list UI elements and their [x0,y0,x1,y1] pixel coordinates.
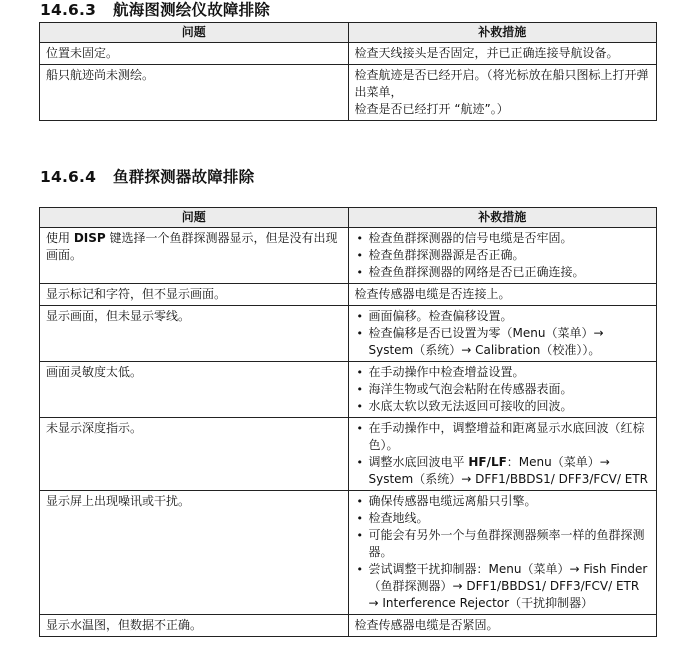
hf-lf-label: HF/LF [468,455,507,469]
list-item: • 在手动操作中检查增益设置。 [355,364,651,381]
disp-key-label: DISP [73,231,106,245]
section-number: 14.6.4 [40,168,97,186]
table-header-row [40,208,657,228]
column-header-problem: 问题 [40,23,349,43]
section-heading-chart-plotter [40,0,270,20]
table-row [40,306,657,362]
remedy-cell [348,491,657,615]
remedy-cell: 检查传感器电缆是否连接上。 [348,284,657,306]
problem-cell: 显示水温图，但数据不正确。 [40,615,349,637]
section-title: 航海图测绘仪故障排除 [113,1,271,19]
table-row [40,284,657,306]
table-row [40,228,657,284]
list-item: • 确保传感器电缆远离船只引擎。 [355,493,651,510]
table-row [40,362,657,418]
remedy-list [355,493,651,612]
table-header-row [40,23,657,43]
list-item: • 检查鱼群探测器源是否正确。 [355,247,651,264]
remedy-list [355,420,651,488]
problem-text: 键选择一个鱼群探测器显示，但是没有出现画面。 [46,231,338,262]
remedy-text: 调整水底回波电平 [368,455,469,469]
remedy-cell [348,228,657,284]
remedy-cell: 检查传感器电缆是否紧固。 [348,615,657,637]
remedy-line: 检查航迹是否已经开启。（将光标放在船只图标上打开弹出菜单， [354,68,649,99]
problem-cell: 画面灵敏度太低。 [40,362,349,418]
table-row [40,491,657,615]
problem-cell: 位置未固定。 [40,43,349,65]
problem-cell: 显示标记和字符，但不显示画面。 [40,284,349,306]
remedy-text: ：Menu（菜单）→ System（系统）→ DFF1/BBDS1/ DFF3/FCV/ ETR [368,455,648,486]
list-item: • 水底太软以致无法返回可接收的回波。 [355,398,651,415]
remedy-cell [348,362,657,418]
column-header-remedy: 补救措施 [348,208,657,228]
problem-cell: 船只航迹尚未测绘。 [40,65,349,121]
list-item: • 检查偏移是否已设置为零（Menu（菜单）→ System（系统）→ Calibration（校准））。 [355,325,651,359]
section-title: 鱼群探测器故障排除 [113,168,255,186]
remedy-list [355,364,651,415]
problem-cell [40,228,349,284]
remedy-list [355,308,651,359]
section-heading-fish-finder [40,165,254,187]
column-header-problem: 问题 [40,208,349,228]
column-header-remedy: 补救措施 [348,23,657,43]
table-row [40,43,657,65]
problem-text: 使用 [46,231,74,245]
remedy-cell: 检查天线接头是否固定，并已正确连接导航设备。 [348,43,657,65]
troubleshooting-table-fish-finder [39,207,657,637]
table-row [40,615,657,637]
remedy-cell [348,306,657,362]
remedy-cell [348,65,657,121]
list-item: • 在手动操作中，调整增益和距离显示水底回波（红棕色）。 [355,420,651,454]
troubleshooting-table-chart-plotter [39,22,657,121]
list-item: • 检查地线。 [355,510,651,527]
list-item: • 尝试调整干扰抑制器：Menu（菜单）→ Fish Finder（鱼群探测器）→ DFF1/BBDS1/ DFF3/FCV/ ETR → Interference Rejector（干扰抑制器） [355,561,651,612]
list-item: • 检查鱼群探测器的信号电缆是否牢固。 [355,230,651,247]
remedy-line: 检查是否已经打开 “航迹”。） [354,102,509,116]
remedy-cell [348,418,657,491]
list-item: • 画面偏移。检查偏移设置。 [355,308,651,325]
table-row [40,418,657,491]
list-item: • 可能会有另外一个与鱼群探测器频率一样的鱼群探测器。 [355,527,651,561]
problem-cell: 显示屏上出现噪讯或干扰。 [40,491,349,615]
list-item: • 检查鱼群探测器的网络是否已正确连接。 [355,264,651,281]
section-number: 14.6.3 [40,1,97,19]
problem-cell: 未显示深度指示。 [40,418,349,491]
list-item [355,454,651,488]
problem-cell: 显示画面，但未显示零线。 [40,306,349,362]
table-row [40,65,657,121]
remedy-list [355,230,651,281]
list-item: • 海洋生物或气泡会粘附在传感器表面。 [355,381,651,398]
